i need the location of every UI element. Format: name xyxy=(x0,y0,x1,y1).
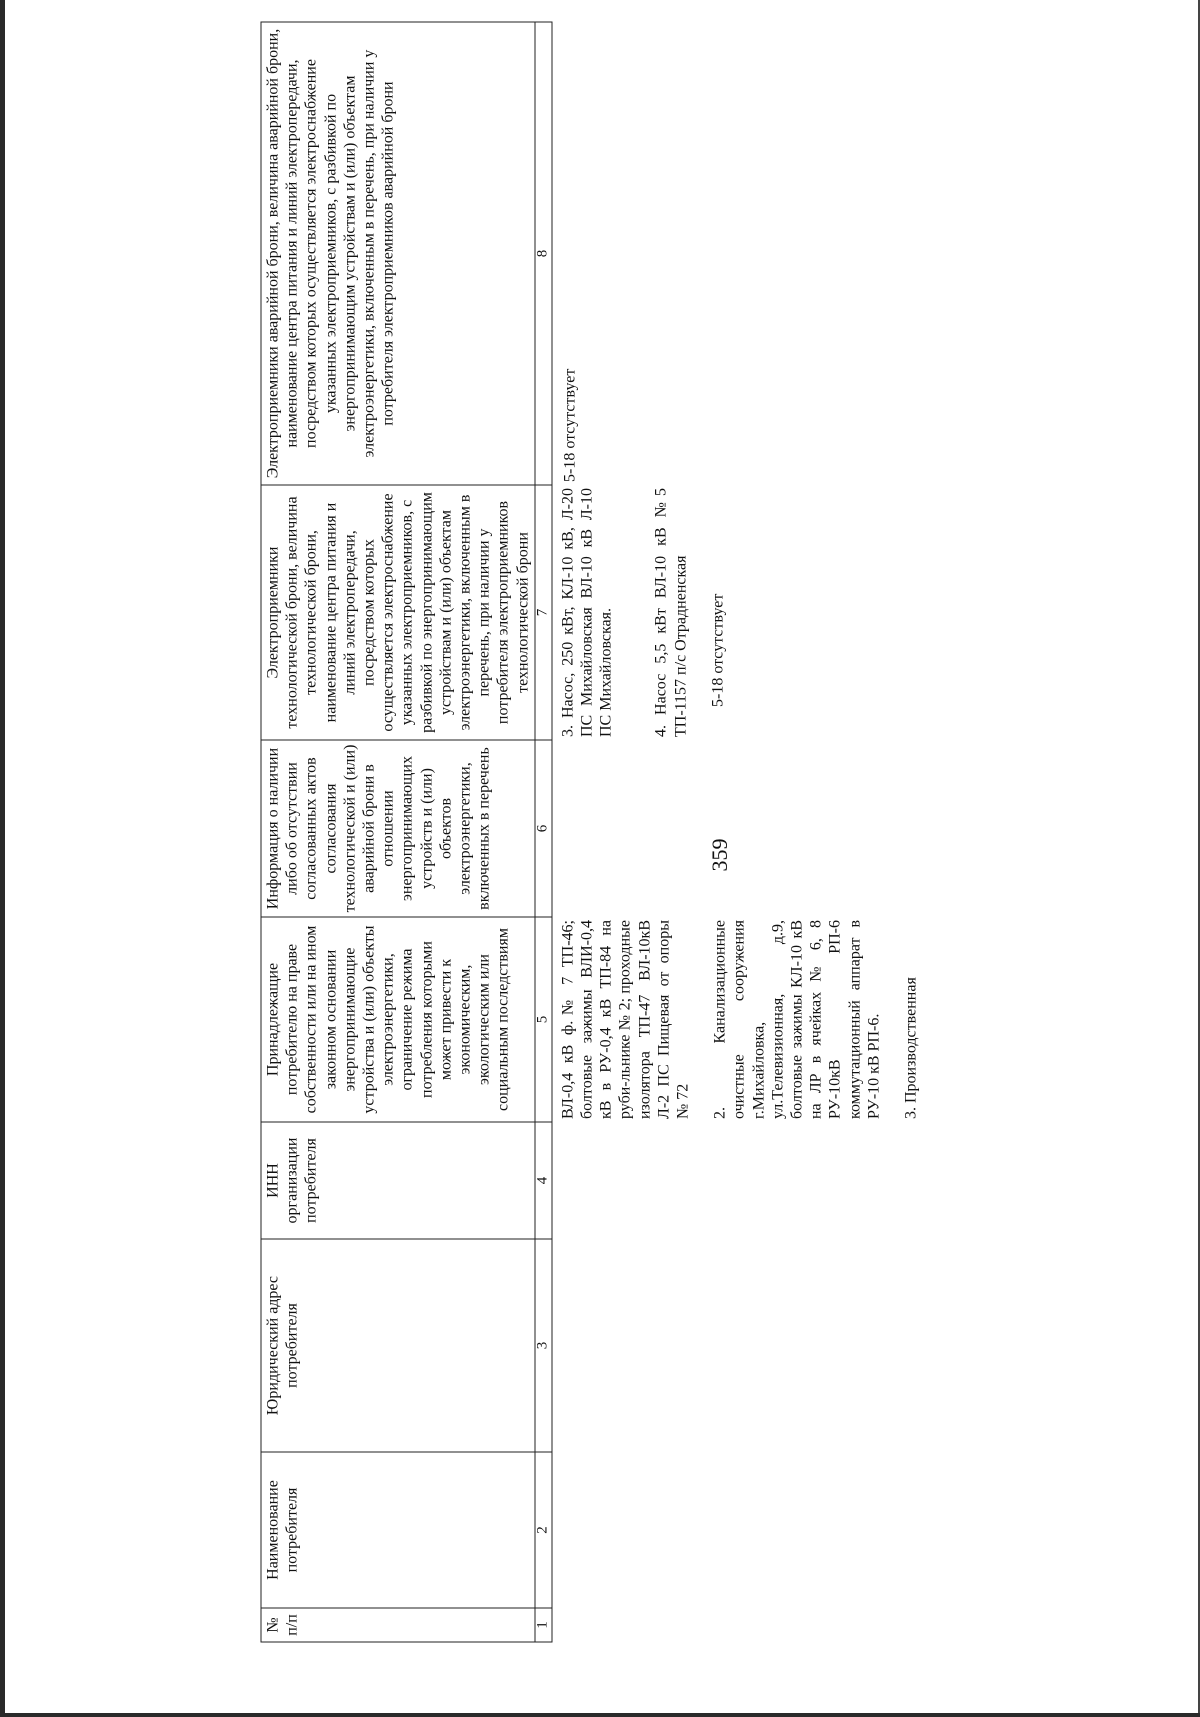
cell-devices xyxy=(552,917,923,1122)
header-cell-consumer-name: Наименование потребителя xyxy=(261,1452,535,1608)
devices-entry-2: 2. Канализационные очистные сооружения г.Михайловка, ул.Телевизионная, д.9, болтовые зажимы КЛ-10 кВ на ЛР в ячейках № 6, 8 РУ-10кВ РП-6 коммутационный аппарат в РУ-10 кВ РП-6. xyxy=(711,920,883,1119)
rotated-table-wrapper xyxy=(261,23,920,1643)
tech-reserve-absent-note: 5-18 отсутствует xyxy=(709,593,727,707)
consumer-table xyxy=(261,22,923,1643)
header-row xyxy=(261,22,535,1642)
emergency-reserve-absent-note: 5-18 отсутствует xyxy=(561,368,579,482)
tech-reserve-entry-3: 3. Насос, 250 кВт, КЛ-10 кВ, Л-20 ПС Михайловская ВЛ-10 кВ Л-10 ПС Михайловская. xyxy=(559,488,615,737)
header-cell-inn: ИНН организации потребителя xyxy=(261,1122,535,1239)
cell-consumer-name xyxy=(552,1452,923,1608)
scan-edge-left xyxy=(0,0,5,1717)
cell-acts-info xyxy=(552,740,923,917)
column-number: 6 xyxy=(535,740,552,917)
cell-emergency-reserve xyxy=(552,22,923,485)
table-row xyxy=(552,22,923,1642)
column-number: 5 xyxy=(535,917,552,1122)
tech-reserve-entry-4: 4. Насос 5,5 кВт ВЛ-10 кВ №5 ТП-1157 п/с Отрадненская xyxy=(652,488,690,737)
cell-inn xyxy=(552,1122,923,1239)
page-number: 359 xyxy=(707,838,732,872)
cell-technological-reserve xyxy=(552,485,923,740)
column-number: 3 xyxy=(535,1239,552,1452)
devices-entry-3: 3. Производственная xyxy=(902,977,920,1119)
header-cell-number: № п/п xyxy=(261,1608,535,1642)
header-cell-technological-reserve: Электроприемники технологической брони, величина технологической брони, наименование центра питания и линий электропередачи, посредством которых осуществляется электроснабжение указанных электроприемников, с разбивкой по энергопринимающим устройствам и (или) объектам электроэнергетики, включенным в перечень, при наличии у потребителя электроприемников технологической брони xyxy=(261,485,535,740)
column-number: 1 xyxy=(535,1608,552,1642)
cell-number xyxy=(552,1608,923,1642)
devices-entry-1: ВЛ-0,4 кВ ф.№ 7 ТП-46; болтовые зажимы ВЛИ-0,4 кВ в РУ-0,4 кВ ТП-84 на руби-льнике № 2; проходные изолятора ТП-47 ВЛ-10кВ Л-2 ПС Пищевая от опоры № 72 xyxy=(559,920,692,1119)
column-number: 8 xyxy=(535,22,552,485)
header-cell-emergency-reserve: Электроприемники аварийной брони, величина аварийной брони, наименование центра питания и линий электропередачи, посредством которых осуществляется электроснабжение указанных электроприемников, с разбивкой по энергопринимающим устройствам и (или) объектам электроэнергетики, включенным в перечень, при наличии у потребителя электроприемников аварийной брони xyxy=(261,22,535,485)
header-cell-acts-info: Информация о наличии либо об отсутствии согласованных актов согласования технологической и (или) аварийной брони в отношении энергопринимающих устройств и (или) объектов электроэнергетики, включенных в перечень xyxy=(261,740,535,917)
header-cell-devices: Принадлежащие потребителю на праве собственности или на ином законном основании энергопринимающие устройства и (или) объекты электроэнергетики, ограничение режима потребления которыми может привести к экономическим, экологическим или социальным последствиям xyxy=(261,917,535,1122)
column-number: 2 xyxy=(535,1452,552,1608)
column-number: 7 xyxy=(535,485,552,740)
scan-edge-bottom xyxy=(0,1713,1200,1717)
column-number-row xyxy=(535,22,552,1642)
header-cell-legal-address: Юридический адрес потребителя xyxy=(261,1239,535,1452)
column-number: 4 xyxy=(535,1122,552,1239)
cell-legal-address xyxy=(552,1239,923,1452)
